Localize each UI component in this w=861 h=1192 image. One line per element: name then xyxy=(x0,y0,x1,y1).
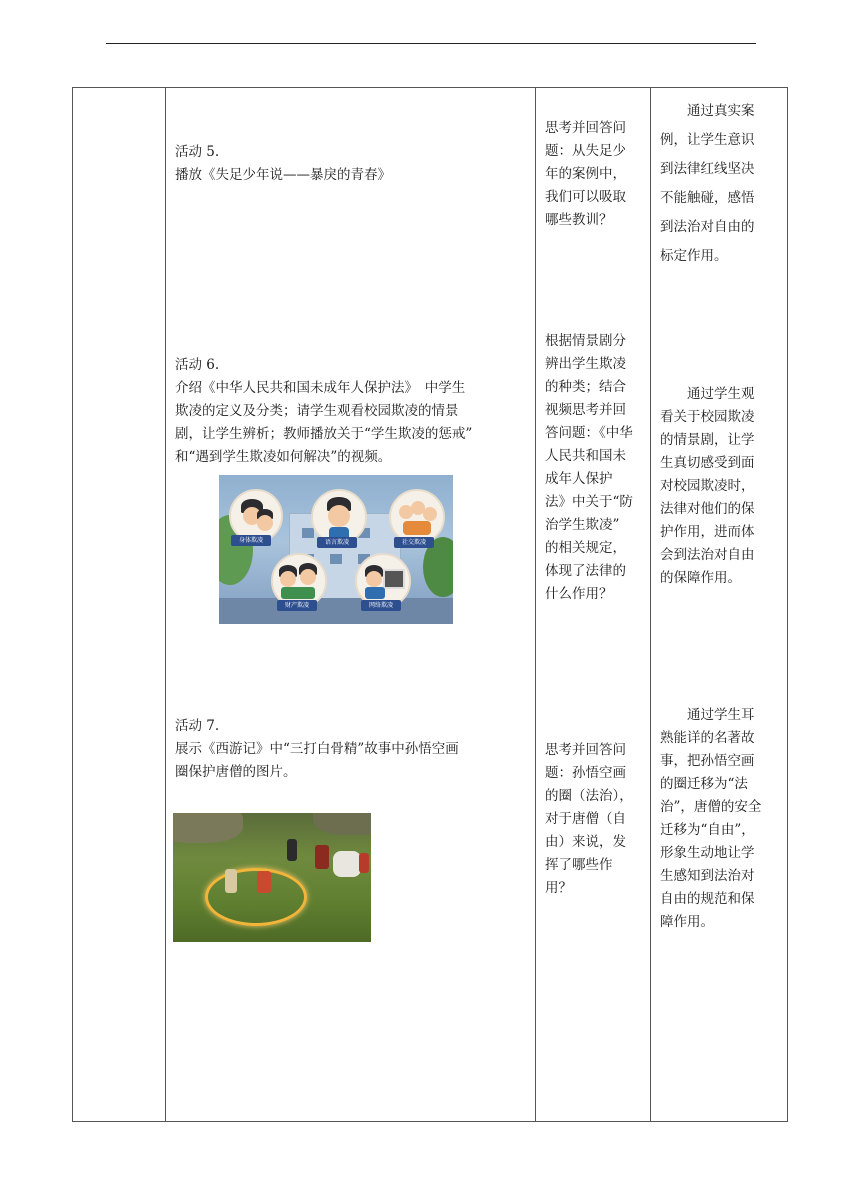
task-line: 的相关规定， xyxy=(545,540,626,556)
activity-6-line: 剧，让学生辨析；教师播放关于“学生欺凌的惩戒” xyxy=(175,426,473,442)
lesson-table xyxy=(72,87,788,1122)
column-divider xyxy=(535,88,536,1121)
task-line: 答问题：《中华 xyxy=(545,425,633,441)
purpose-line: 例，让学生意识 xyxy=(660,132,755,148)
task-line: 视频思考并回 xyxy=(545,402,626,418)
activity-6-purpose xyxy=(660,383,782,590)
purpose-line: 生感知到法治对 xyxy=(660,868,755,884)
purpose-line: 护作用，进而体 xyxy=(660,524,755,540)
activity-6-title: 活动 6. xyxy=(175,357,220,373)
disciple-figure xyxy=(257,871,271,893)
tang-seng-figure xyxy=(225,869,237,893)
activity-5-title: 活动 5. xyxy=(175,144,220,160)
activity-7-content xyxy=(175,715,530,784)
task-line: 思考并回答问 xyxy=(545,120,626,136)
bullying-label-social: 社交欺凌 xyxy=(394,537,434,548)
activity-6-content xyxy=(175,354,530,469)
bullying-types-illustration xyxy=(219,475,453,624)
activity-6-line: 欺凌的定义及分类；请学生观看校园欺凌的情景 xyxy=(175,403,459,419)
purpose-line: 标定作用。 xyxy=(660,248,728,264)
task-line: 挥了哪些作 xyxy=(545,857,613,873)
task-line: 由）来说，发 xyxy=(545,834,626,850)
task-line: 思考并回答问 xyxy=(545,742,626,758)
bullying-label-physical: 身体欺凌 xyxy=(231,535,271,546)
purpose-line: 看关于校园欺凌 xyxy=(660,409,755,425)
purpose-line: 到法治对自由的 xyxy=(660,219,755,235)
activity-7-line: 圈保护唐僧的图片。 xyxy=(175,764,297,780)
purpose-line: 通过学生观 xyxy=(660,386,755,402)
purpose-line: 的保障作用。 xyxy=(660,570,741,586)
purpose-line: 对校园欺凌时， xyxy=(660,478,755,494)
task-line: 体现了法律的 xyxy=(545,563,626,579)
activity-6-line: 介绍《中华人民共和国未成年人保护法》 中学生 xyxy=(175,380,466,396)
purpose-line: 通过学生耳 xyxy=(660,707,755,723)
activity-6-student-task xyxy=(545,330,647,606)
task-line: 题：从失足少 xyxy=(545,143,626,159)
task-line: 的种类；结合 xyxy=(545,379,626,395)
column-divider xyxy=(165,88,166,1121)
purpose-line: 法律对他们的保 xyxy=(660,501,755,517)
activity-7-title: 活动 7. xyxy=(175,718,220,734)
task-line: 哪些教训？ xyxy=(545,212,613,228)
purpose-line: 迁移为“自由”， xyxy=(660,822,755,838)
task-line: 的圈（法治）， xyxy=(545,788,633,804)
task-line: 用？ xyxy=(545,880,572,896)
task-line: 辨出学生欺凌 xyxy=(545,356,626,372)
purpose-line: 通过真实案 xyxy=(660,103,755,119)
white-horse xyxy=(333,851,361,877)
purpose-line: 熟能详的名著故 xyxy=(660,730,755,746)
activity-5-purpose xyxy=(660,97,782,271)
protective-circle xyxy=(205,868,307,926)
task-line: 对于唐僧（自 xyxy=(545,811,626,827)
activity-7-student-task xyxy=(545,739,647,900)
journey-to-the-west-scene xyxy=(173,813,371,942)
task-line: 法》中关于“防 xyxy=(545,494,633,510)
purpose-line: 生真切感受到面 xyxy=(660,455,755,471)
purpose-line: 会到法治对自由 xyxy=(660,547,755,563)
bullying-label-verbal: 语言欺凌 xyxy=(317,537,357,548)
activity-5-content xyxy=(175,141,525,187)
bullying-label-property: 财产欺凌 xyxy=(277,600,317,611)
activity-5-student-task xyxy=(545,117,645,232)
task-line: 什么作用？ xyxy=(545,586,613,602)
purpose-line: 自由的规范和保 xyxy=(660,891,755,907)
bullying-label-cyber: 网络欺凌 xyxy=(361,600,401,611)
activity-7-purpose xyxy=(660,704,782,934)
task-line: 人民共和国未 xyxy=(545,448,626,464)
task-line: 我们可以吸取 xyxy=(545,189,626,205)
task-line: 根据情景剧分 xyxy=(545,333,626,349)
task-line: 成年人保护 xyxy=(545,471,613,487)
purpose-line: 事，把孙悟空画 xyxy=(660,753,755,769)
purpose-line: 治”，唐僧的安全 xyxy=(660,799,762,815)
task-line: 治学生欺凌” xyxy=(545,517,620,533)
activity-5-description: 播放《失足少年说——暴戾的青春》 xyxy=(175,167,391,183)
purpose-line: 不能触碰，感悟 xyxy=(660,190,755,206)
purpose-line: 的情景剧，让学 xyxy=(660,432,755,448)
activity-6-line: 和“遇到学生欺凌如何解决”的视频。 xyxy=(175,449,392,465)
activity-7-line: 展示《西游记》中“三打白骨精”故事中孙悟空画 xyxy=(175,741,459,757)
purpose-line: 到法律红线坚决 xyxy=(660,161,755,177)
purpose-line: 障作用。 xyxy=(660,914,714,930)
task-line: 题：孙悟空画 xyxy=(545,765,626,781)
column-divider xyxy=(650,88,651,1121)
purpose-line: 的圈迁移为“法 xyxy=(660,776,748,792)
task-line: 年的案例中， xyxy=(545,166,626,182)
purpose-line: 形象生动地让学 xyxy=(660,845,755,861)
header-rule xyxy=(106,43,756,44)
